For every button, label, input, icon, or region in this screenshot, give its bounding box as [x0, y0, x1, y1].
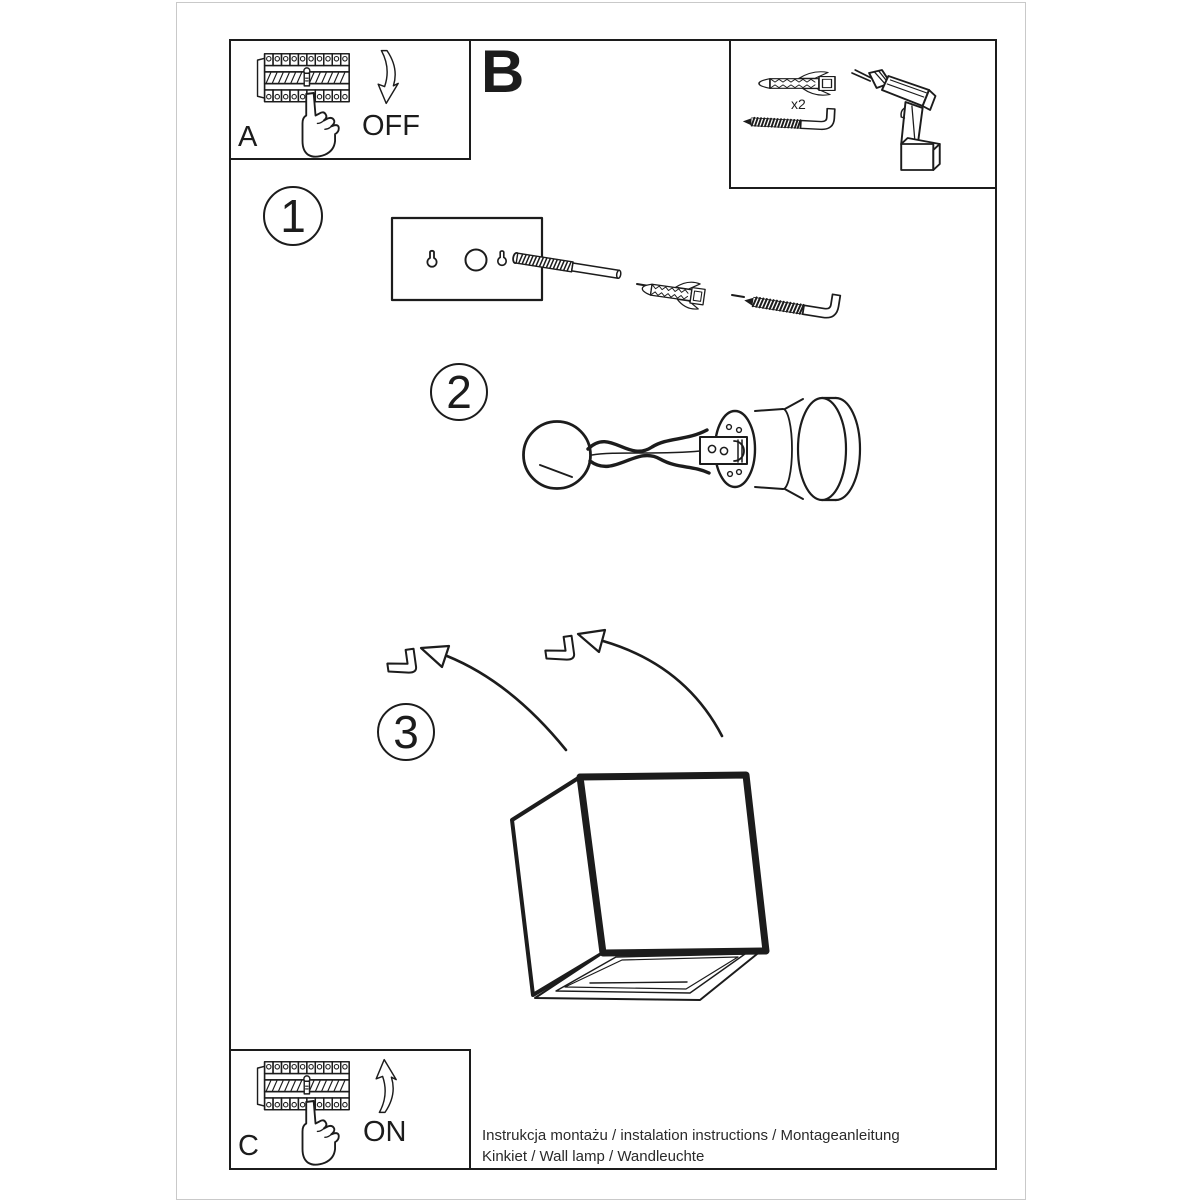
hand-press-icon [303, 1101, 339, 1165]
wire-loop-icon [524, 422, 591, 489]
hook-icon [544, 636, 575, 663]
socket-flange-icon [798, 398, 846, 500]
circuit-breaker-icon [258, 1062, 350, 1110]
step1-drawing [392, 218, 840, 320]
footer-instructions-title: Instrukcja montażu / instalation instructions / Montageanleitung [482, 1127, 900, 1144]
step-2-badge [430, 363, 488, 421]
rotate-arrow-icon [421, 646, 566, 750]
wall-anchor-icon [759, 72, 835, 95]
rotate-arrow-icon [578, 630, 722, 736]
dash-line [732, 295, 744, 297]
step-1-badge [263, 186, 323, 246]
step-1-number: 1 [280, 190, 306, 242]
hook-screw-icon [743, 104, 835, 130]
curved-arrow-down-icon [378, 51, 398, 104]
off-label: OFF [362, 110, 420, 142]
hand-press-icon [303, 93, 339, 157]
circuit-breaker-icon [258, 54, 350, 102]
step3-drawing [386, 630, 722, 750]
panel-c-label: C [238, 1130, 259, 1162]
on-label: ON [363, 1116, 407, 1148]
hook-icon [386, 649, 417, 676]
section-b-label: B [481, 38, 525, 105]
panel-a-label: A [238, 121, 258, 153]
hook-screw-icon [744, 281, 841, 320]
cube-lamp-icon [512, 775, 766, 1000]
expansion-anchor-icon [641, 275, 706, 310]
anchor-quantity-label: x2 [791, 96, 806, 112]
step-3-number: 3 [393, 706, 419, 758]
step2-drawing [524, 398, 861, 500]
footer-product-type: Kinkiet / Wall lamp / Wandleuchte [482, 1148, 705, 1165]
curved-arrow-up-icon [376, 1060, 396, 1113]
step-2-number: 2 [446, 366, 472, 418]
wires-icon [588, 430, 709, 473]
drill-icon [852, 70, 940, 170]
step-3-badge [377, 703, 435, 761]
